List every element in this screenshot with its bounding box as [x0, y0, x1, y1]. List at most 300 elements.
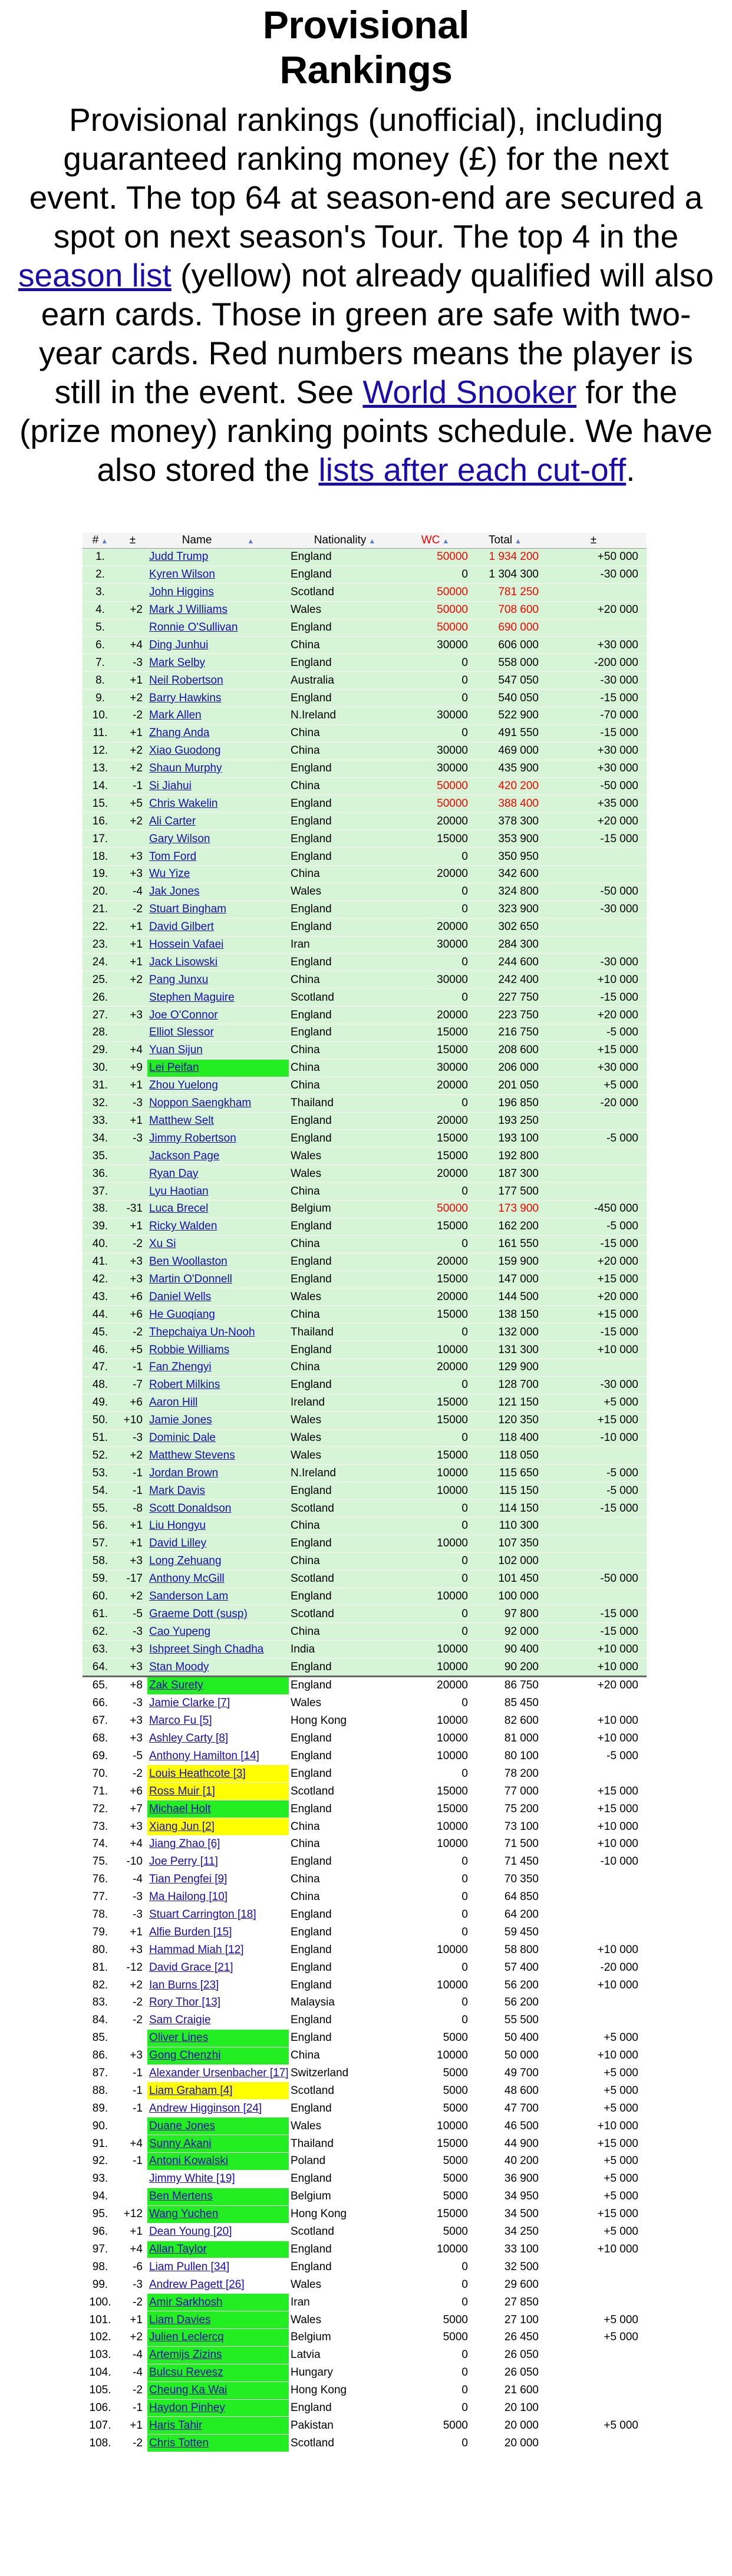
player-link[interactable]: Si Jiahui [149, 780, 192, 793]
player-link[interactable]: Anthony Hamilton [14] [149, 1750, 259, 1762]
total-cell: 138 150 [470, 1306, 540, 1324]
change-cell: +2 [118, 601, 147, 619]
name-cell [147, 1447, 289, 1465]
player-link[interactable]: Liam Davies [149, 2313, 211, 2326]
player-link[interactable]: Wang Yuchen [149, 2208, 219, 2221]
header-change[interactable]: ± [118, 533, 147, 549]
player-link[interactable]: David Lilley [149, 1537, 207, 1550]
diff-cell [540, 848, 647, 866]
nationality-cell: England [289, 1588, 401, 1605]
diff-cell: -10 000 [540, 1853, 647, 1871]
total-cell: 80 100 [470, 1747, 540, 1765]
player-link[interactable]: Jamie Jones [149, 1414, 212, 1427]
name-cell [147, 971, 289, 989]
player-link[interactable]: Stan Moody [149, 1660, 209, 1673]
rank-cell: 1. [83, 549, 118, 566]
diff-cell [540, 1552, 647, 1570]
change-cell: -1 [118, 1482, 147, 1500]
total-cell: 196 850 [470, 1094, 540, 1112]
player-link[interactable]: Ricky Walden [149, 1220, 217, 1233]
player-link[interactable]: Duane Jones [149, 2119, 215, 2132]
nationality-cell: England [289, 654, 401, 672]
wc-cell: 0 [401, 1853, 470, 1871]
wc-cell: 5000 [401, 2153, 470, 2171]
nationality-cell: China [289, 1836, 401, 1853]
player-link[interactable]: Amir Sarkhosh [149, 2295, 223, 2308]
player-link[interactable]: Wu Yize [149, 868, 190, 880]
table-row [83, 1941, 647, 1959]
diff-cell: +20 000 [540, 1288, 647, 1306]
name-cell [147, 1535, 289, 1552]
name-cell [147, 1235, 289, 1253]
player-link[interactable]: Noppon Saengkham [149, 1097, 252, 1110]
diff-cell [540, 1147, 647, 1165]
name-cell [147, 1482, 289, 1500]
table-row [83, 830, 647, 848]
rank-cell: 18. [83, 848, 118, 866]
rank-cell: 93. [83, 2170, 118, 2188]
change-cell: +6 [118, 1394, 147, 1411]
player-link[interactable]: Artemijs Zizins [149, 2349, 222, 2361]
nationality-cell: England [289, 1271, 401, 1288]
table-row [83, 1888, 647, 1906]
wc-cell: 15000 [401, 2135, 470, 2153]
wc-cell: 30000 [401, 936, 470, 954]
nationality-cell: Scotland [289, 989, 401, 1007]
player-link[interactable]: Bulcsu Revesz [149, 2366, 223, 2379]
table-row [83, 1783, 647, 1800]
diff-cell: +5 000 [540, 2153, 647, 2171]
total-cell: 115 150 [470, 1482, 540, 1500]
player-link[interactable]: Barry Hawkins [149, 691, 222, 704]
name-cell [147, 1429, 289, 1447]
name-cell [147, 636, 289, 654]
diff-cell: -15 000 [540, 1605, 647, 1623]
change-cell: -2 [118, 1765, 147, 1783]
player-link[interactable]: Chris Wakelin [149, 797, 218, 810]
player-link[interactable]: Kyren Wilson [149, 568, 215, 581]
cutoff-lists-link[interactable]: lists after each cut-off [318, 451, 627, 488]
player-link[interactable]: Xu Si [149, 1238, 176, 1251]
player-link[interactable]: Jiang Zhao [6] [149, 1838, 220, 1851]
rank-cell: 15. [83, 795, 118, 813]
player-link[interactable]: Fan Zhengyi [149, 1361, 212, 1374]
player-link[interactable]: Robert Milkins [149, 1378, 220, 1391]
player-link[interactable]: Liu Hongyu [149, 1519, 206, 1532]
player-link[interactable]: Mark Allen [149, 709, 202, 722]
change-cell [118, 1165, 147, 1183]
player-link[interactable]: Andrew Pagett [26] [149, 2278, 245, 2291]
nationality-cell: Wales [289, 2117, 401, 2135]
nationality-cell: England [289, 1112, 401, 1130]
season-list-link[interactable]: season list [18, 257, 172, 293]
table-row [83, 1800, 647, 1818]
player-link[interactable]: Gary Wilson [149, 832, 210, 845]
player-link[interactable]: Ali Carter [149, 814, 196, 827]
player-link[interactable]: Luca Brecel [149, 1202, 209, 1215]
total-cell: 244 600 [470, 954, 540, 971]
nationality-cell: England [289, 830, 401, 848]
total-cell: 131 300 [470, 1341, 540, 1359]
change-cell: +1 [118, 1924, 147, 1941]
table-row [83, 690, 647, 707]
player-link[interactable]: Cheung Ka Wai [149, 2384, 227, 2397]
wc-cell: 0 [401, 566, 470, 583]
change-cell: -4 [118, 883, 147, 901]
player-link[interactable]: Michael Holt [149, 1802, 211, 1815]
player-link[interactable]: Ma Hailong [10] [149, 1891, 228, 1904]
player-link[interactable]: Xiang Jun [2] [149, 1820, 215, 1833]
diff-cell [540, 1165, 647, 1183]
player-link[interactable]: Hossein Vafaei [149, 938, 224, 951]
diff-cell: +50 000 [540, 549, 647, 566]
change-cell: -1 [118, 2064, 147, 2082]
table-row [83, 1059, 647, 1077]
wc-cell: 0 [401, 2258, 470, 2276]
rank-cell: 46. [83, 1341, 118, 1359]
diff-cell: -5 000 [540, 1747, 647, 1765]
wc-cell: 0 [401, 1517, 470, 1535]
player-link[interactable]: Ashley Carty [8] [149, 1732, 229, 1745]
player-link[interactable]: Aaron Hill [149, 1396, 198, 1409]
change-cell: -2 [118, 1235, 147, 1253]
header-nationality[interactable]: Nationality ▲ [289, 533, 401, 549]
player-link[interactable]: Zhou Yuelong [149, 1079, 218, 1092]
nationality-cell: China [289, 724, 401, 742]
player-link[interactable]: Chris Totten [149, 2436, 209, 2449]
wc-cell: 5000 [401, 2100, 470, 2117]
total-cell: 114 150 [470, 1500, 540, 1518]
player-link[interactable]: Zhang Anda [149, 727, 210, 740]
rank-cell: 30. [83, 1059, 118, 1077]
rank-cell: 64. [83, 1658, 118, 1677]
nationality-cell: England [289, 1800, 401, 1818]
player-link[interactable]: Ishpreet Singh Chadha [149, 1642, 264, 1655]
total-cell: 70 350 [470, 1871, 540, 1888]
player-link[interactable]: Liam Pullen [34] [149, 2260, 230, 2273]
player-link[interactable]: Scott Donaldson [149, 1502, 232, 1515]
nationality-cell: Wales [289, 2311, 401, 2329]
nationality-cell: N.Ireland [289, 707, 401, 725]
wc-cell: 10000 [401, 2241, 470, 2258]
change-cell [118, 549, 147, 566]
player-link[interactable]: Mark Davis [149, 1484, 206, 1497]
nationality-cell: Wales [289, 1694, 401, 1712]
player-link[interactable]: Alexander Ursenbacher [17] [149, 2067, 289, 2080]
name-cell [147, 1871, 289, 1888]
player-link[interactable]: Haris Tahir [149, 2419, 203, 2432]
total-cell: 36 900 [470, 2170, 540, 2188]
wc-cell: 0 [401, 1888, 470, 1906]
name-cell [147, 2153, 289, 2171]
player-link[interactable]: David Gilbert [149, 921, 214, 934]
rank-cell: 55. [83, 1500, 118, 1518]
player-link[interactable]: Shaun Murphy [149, 762, 222, 775]
name-cell [147, 1358, 289, 1376]
header-rank[interactable]: # ▲ [83, 533, 118, 549]
header-diff[interactable]: ± [540, 533, 647, 549]
player-link[interactable]: Sanderson Lam [149, 1589, 229, 1602]
nationality-cell: Poland [289, 2153, 401, 2171]
player-link[interactable]: Jak Jones [149, 885, 200, 898]
player-link[interactable]: Rory Thor [13] [149, 1996, 221, 2009]
nationality-cell: England [289, 1747, 401, 1765]
rank-cell: 98. [83, 2258, 118, 2276]
player-link[interactable]: Jimmy Robertson [149, 1132, 236, 1144]
wc-cell: 0 [401, 1235, 470, 1253]
player-link[interactable]: Lyu Haotian [149, 1185, 209, 1198]
wc-cell: 0 [401, 1605, 470, 1623]
change-cell: -2 [118, 2011, 147, 2029]
player-link[interactable]: Ryan Day [149, 1167, 199, 1180]
player-link[interactable]: Haydon Pinhey [149, 2401, 225, 2414]
table-row [83, 971, 647, 989]
name-cell [147, 1658, 289, 1677]
player-link[interactable]: Liam Graham [4] [149, 2084, 233, 2097]
table-row [83, 1836, 647, 1853]
player-link[interactable]: Yuan Sijun [149, 1044, 203, 1057]
name-cell [147, 2346, 289, 2364]
diff-cell: +10 000 [540, 1712, 647, 1730]
diff-cell [540, 2258, 647, 2276]
name-cell [147, 1183, 289, 1200]
name-cell [147, 1765, 289, 1783]
name-cell [147, 2205, 289, 2223]
player-link[interactable]: Jordan Brown [149, 1466, 219, 1479]
rank-cell: 100. [83, 2294, 118, 2311]
diff-cell: +15 000 [540, 2205, 647, 2223]
name-cell [147, 690, 289, 707]
diff-cell [540, 1112, 647, 1130]
player-link[interactable]: Stuart Carrington [18] [149, 1908, 256, 1921]
table-row [83, 1765, 647, 1783]
total-cell: 82 600 [470, 1712, 540, 1730]
name-cell [147, 1394, 289, 1411]
table-row [83, 1007, 647, 1024]
wc-cell: 0 [401, 1924, 470, 1941]
change-cell: -3 [118, 2276, 147, 2294]
player-link[interactable]: Elliot Slessor [149, 1026, 214, 1039]
change-cell: +6 [118, 1783, 147, 1800]
player-link[interactable]: Ronnie O'Sullivan [149, 621, 238, 634]
header-wc[interactable]: WC ▲ [401, 533, 470, 549]
player-link[interactable]: Robbie Williams [149, 1343, 230, 1356]
name-cell [147, 1130, 289, 1147]
player-link[interactable]: Ben Woollaston [149, 1255, 227, 1268]
total-cell: 132 000 [470, 1324, 540, 1341]
player-link[interactable]: Jamie Clarke [7] [149, 1697, 230, 1710]
table-row [83, 2399, 647, 2417]
player-link[interactable]: Hammad Miah [12] [149, 1943, 244, 1956]
name-cell [147, 1800, 289, 1818]
table-row [83, 1959, 647, 1977]
name-cell [147, 2417, 289, 2435]
header-name[interactable]: Name ▲ [147, 533, 289, 549]
player-link[interactable]: Ross Muir [1] [149, 1785, 215, 1797]
wc-cell: 0 [401, 672, 470, 690]
player-link[interactable]: Judd Trump [149, 550, 209, 563]
nationality-cell: Pakistan [289, 2417, 401, 2435]
total-cell: 118 050 [470, 1447, 540, 1465]
player-link[interactable]: Pang Junxu [149, 973, 209, 986]
player-link[interactable]: Martin O'Donnell [149, 1272, 232, 1285]
total-cell: 606 000 [470, 636, 540, 654]
name-cell [147, 1994, 289, 2012]
nationality-cell: England [289, 2258, 401, 2276]
total-cell: 73 100 [470, 1818, 540, 1836]
table-row [83, 601, 647, 619]
nationality-cell: Australia [289, 672, 401, 690]
wc-cell: 0 [401, 989, 470, 1007]
wc-cell: 20000 [401, 1358, 470, 1376]
player-link[interactable]: Xiao Guodong [149, 744, 221, 757]
diff-cell: -200 000 [540, 654, 647, 672]
table-row [83, 1641, 647, 1658]
diff-cell: +5 000 [540, 2064, 647, 2082]
diff-cell: +10 000 [540, 1941, 647, 1959]
player-link[interactable]: Daniel Wells [149, 1290, 212, 1303]
rank-cell: 7. [83, 654, 118, 672]
change-cell: -3 [118, 1094, 147, 1112]
nationality-cell: Scotland [289, 1570, 401, 1588]
player-link[interactable]: Matthew Stevens [149, 1449, 235, 1462]
diff-cell [540, 1906, 647, 1924]
player-link[interactable]: Mark J Williams [149, 603, 227, 616]
change-cell: -8 [118, 1500, 147, 1518]
player-link[interactable]: Jackson Page [149, 1149, 220, 1162]
wc-cell: 5000 [401, 2417, 470, 2435]
total-cell: 177 500 [470, 1183, 540, 1200]
diff-cell: -30 000 [540, 1376, 647, 1394]
player-link[interactable]: Matthew Selt [149, 1114, 214, 1127]
player-link[interactable]: Dean Young [20] [149, 2225, 232, 2238]
player-link[interactable]: Ian Burns [23] [149, 1978, 219, 1991]
table-row [83, 2435, 647, 2452]
table-row [83, 2223, 647, 2241]
rank-cell: 39. [83, 1218, 118, 1235]
player-link[interactable]: Thepchaiya Un-Nooh [149, 1325, 255, 1338]
rank-cell: 63. [83, 1641, 118, 1658]
name-cell [147, 866, 289, 883]
rank-cell: 12. [83, 742, 118, 760]
wc-cell: 50000 [401, 795, 470, 813]
diff-cell [540, 2011, 647, 2029]
table-row [83, 1077, 647, 1094]
name-cell [147, 777, 289, 795]
world-snooker-link[interactable]: World Snooker [362, 374, 577, 410]
wc-cell: 30000 [401, 707, 470, 725]
player-link[interactable]: Sunny Akani [149, 2137, 212, 2150]
player-link[interactable]: Andrew Higginson [24] [149, 2102, 262, 2115]
player-link[interactable]: Stuart Bingham [149, 903, 226, 916]
rank-cell: 49. [83, 1394, 118, 1411]
player-link[interactable]: Ding Junhui [149, 638, 209, 651]
total-cell: 55 500 [470, 2011, 540, 2029]
table-row [83, 1041, 647, 1059]
wc-cell: 0 [401, 1570, 470, 1588]
player-link[interactable]: Joe Perry [11] [149, 1855, 218, 1868]
player-link[interactable]: He Guoqiang [149, 1308, 215, 1321]
wc-cell: 0 [401, 1429, 470, 1447]
player-link[interactable]: Ben Mertens [149, 2190, 213, 2203]
player-link[interactable]: David Grace [21] [149, 1961, 233, 1974]
player-link[interactable]: Jimmy White [19] [149, 2172, 235, 2185]
player-link[interactable]: Julien Leclercq [149, 2331, 224, 2344]
rank-cell: 87. [83, 2064, 118, 2082]
table-row [83, 1024, 647, 1042]
player-link[interactable]: Neil Robertson [149, 674, 223, 687]
player-link[interactable]: Zak Surety [149, 1679, 203, 1692]
sort-arrow-icon: ▲ [247, 537, 255, 545]
player-link[interactable]: Marco Fu [5] [149, 1714, 212, 1727]
total-cell: 144 500 [470, 1288, 540, 1306]
player-link[interactable]: Oliver Lines [149, 2031, 209, 2044]
intro-text-1: Provisional rankings (unofficial), including guaranteed ranking money (£) for the next event. The top 64 at season-end are secured a spot on next season's Tour. The top 4 in the [29, 101, 703, 255]
player-link[interactable]: Long Zehuang [149, 1555, 222, 1568]
player-link[interactable]: Tian Pengfei [9] [149, 1873, 227, 1886]
wc-cell: 15000 [401, 830, 470, 848]
player-link[interactable]: Tom Ford [149, 850, 197, 863]
player-link[interactable]: Joe O'Connor [149, 1008, 218, 1021]
player-link[interactable]: John Higgins [149, 586, 214, 599]
table-row [83, 1183, 647, 1200]
player-link[interactable]: Mark Selby [149, 656, 206, 669]
change-cell [118, 1147, 147, 1165]
rank-cell: 101. [83, 2311, 118, 2329]
player-link[interactable]: Jack Lisowski [149, 955, 218, 968]
nationality-cell: Thailand [289, 1324, 401, 1341]
header-total[interactable]: Total ▲ [470, 533, 540, 549]
player-link[interactable]: Lei Peifan [149, 1061, 199, 1074]
diff-cell [540, 1694, 647, 1712]
name-cell [147, 1623, 289, 1641]
diff-cell [540, 918, 647, 936]
change-cell: +2 [118, 1588, 147, 1605]
rank-cell: 17. [83, 830, 118, 848]
player-link[interactable]: Gong Chenzhi [149, 2049, 221, 2062]
table-row [83, 2153, 647, 2171]
player-link[interactable]: Sam Craigie [149, 2014, 211, 2027]
player-link[interactable]: Antoni Kowalski [149, 2155, 229, 2168]
nationality-cell: Iran [289, 2294, 401, 2311]
player-link[interactable]: Louis Heathcote [3] [149, 1767, 246, 1780]
name-cell [147, 1730, 289, 1747]
rank-cell: 102. [83, 2328, 118, 2346]
player-link[interactable]: Dominic Dale [149, 1431, 216, 1444]
name-cell [147, 2328, 289, 2346]
table-row [83, 2205, 647, 2223]
wc-cell: 50000 [401, 549, 470, 566]
change-cell: -2 [118, 2435, 147, 2452]
table-row [83, 1747, 647, 1765]
player-link[interactable]: Cao Yupeng [149, 1625, 211, 1638]
player-link[interactable]: Anthony McGill [149, 1572, 225, 1585]
rank-cell: 94. [83, 2188, 118, 2205]
total-cell: 64 200 [470, 1906, 540, 1924]
player-link[interactable]: Allan Taylor [149, 2242, 207, 2255]
player-link[interactable]: Alfie Burden [15] [149, 1925, 232, 1938]
rank-cell: 6. [83, 636, 118, 654]
player-link[interactable]: Stephen Maguire [149, 991, 235, 1004]
name-cell [147, 1376, 289, 1394]
nationality-cell: Switzerland [289, 2064, 401, 2082]
nationality-cell: England [289, 2029, 401, 2047]
change-cell: +10 [118, 1411, 147, 1429]
player-link[interactable]: Graeme Dott (susp) [149, 1607, 248, 1620]
wc-cell: 0 [401, 2346, 470, 2364]
name-cell [147, 1959, 289, 1977]
total-cell: 77 000 [470, 1783, 540, 1800]
